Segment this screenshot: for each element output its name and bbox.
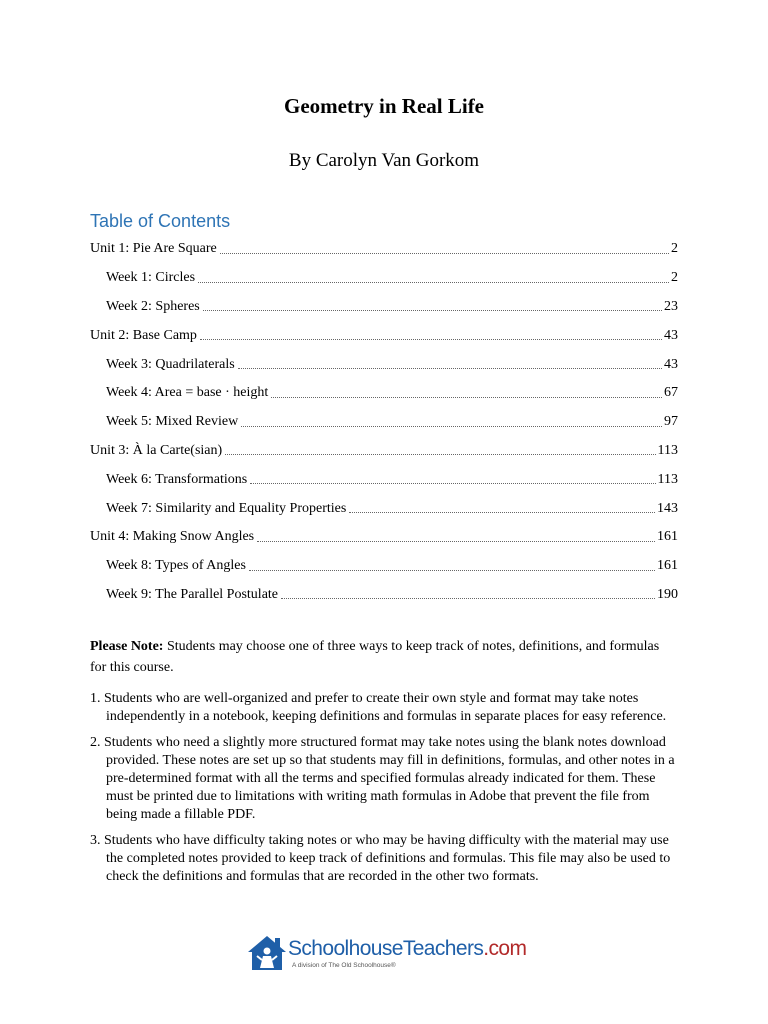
toc-entry-label: Week 5: Mixed Review	[106, 414, 239, 430]
toc-entry-page: 113	[657, 442, 678, 458]
toc-entry-page: 113	[657, 471, 678, 487]
toc-leader-dots	[220, 239, 669, 254]
toc-leader-dots	[203, 296, 662, 311]
toc-leader-dots	[250, 469, 655, 484]
toc-entry-label: Unit 3: À la Carte(sian)	[90, 442, 223, 458]
toc-heading: Table of Contents	[90, 211, 231, 231]
toc-entry[interactable]	[90, 552, 678, 581]
toc-entry-page: 161	[657, 529, 678, 545]
toc-entry[interactable]	[90, 293, 678, 322]
toc-entry-label: Week 2: Spheres	[106, 298, 200, 314]
toc-entry[interactable]	[90, 465, 678, 494]
toc-entry[interactable]	[90, 523, 678, 552]
toc-entry-page: 67	[664, 385, 678, 401]
toc-entry[interactable]	[90, 581, 678, 610]
toc-entry[interactable]	[90, 379, 678, 408]
toc-entry-label: Week 7: Similarity and Equality Properties	[106, 500, 347, 516]
notes-options-list	[90, 690, 680, 894]
toc-entry-page: 2	[671, 241, 678, 257]
toc-entry-page: 23	[664, 298, 678, 314]
document-author: By Carolyn Van Gorkom	[288, 150, 480, 171]
toc-leader-dots	[198, 268, 669, 283]
toc-entry-label: Week 8: Types of Angles	[106, 558, 246, 574]
toc-leader-dots	[271, 383, 662, 398]
toc-leader-dots	[241, 412, 662, 427]
list-item: 3. Students who have difficulty taking notes or who may be having difficulty with the material may use the completed notes provided to keep track of definitions and formulas. This file may also be used to check the definitions and formulas that are recorded in the other two formats.	[90, 833, 671, 884]
toc-entry[interactable]	[90, 235, 678, 264]
please-note-label: Please Note:	[90, 639, 164, 654]
toc-leader-dots	[238, 354, 662, 369]
toc-leader-dots	[257, 527, 655, 542]
toc-entry-label: Week 6: Transformations	[106, 471, 248, 487]
toc-entry-label: Unit 4: Making Snow Angles	[90, 529, 255, 545]
toc-entry[interactable]	[90, 437, 678, 466]
please-note-text: Students may choose one of three ways to keep track of notes, definitions, and formulas for this course.	[90, 639, 660, 675]
toc-entry-label: Unit 2: Base Camp	[90, 327, 197, 343]
table-of-contents	[90, 235, 678, 609]
toc-entry-page: 190	[657, 586, 678, 602]
toc-entry[interactable]	[90, 321, 678, 350]
toc-entry-label: Unit 1: Pie Are Square	[90, 241, 217, 257]
toc-entry[interactable]	[90, 264, 678, 293]
logo-tagline: A division of The Old Schoolhouse®	[292, 962, 396, 969]
toc-leader-dots	[225, 440, 655, 455]
list-item: 1. Students who are well-organized and prefer to create their own style and format may take notes independently in a notebook, keeping definitions and formulas in separate places for easy reference.	[90, 691, 667, 724]
logo-wordmark: SchoolhouseTeachers.com	[288, 937, 527, 960]
schoolhouse-icon	[246, 934, 288, 974]
toc-leader-dots	[281, 584, 655, 599]
toc-entry-label: Week 3: Quadrilaterals	[106, 356, 235, 372]
list-item: 2. Students who need a slightly more structured format may take notes using the blank notes download provided. These notes are set up so that students may fill in definitions, formulas, and other notes in a pre-determined format with all the terms and specified formulas already indicated for them. These must be printed due to limitations with writing math formulas in Adobe that prevent the file from being made a fillable PDF.	[90, 735, 675, 822]
toc-entry-label: Week 1: Circles	[106, 270, 196, 286]
toc-entry-page: 2	[671, 270, 678, 286]
toc-entry-page: 143	[657, 500, 678, 516]
schoolhouseteachers-logo	[246, 934, 536, 974]
toc-entry-label: Week 4: Area = base · height	[106, 385, 269, 401]
toc-entry[interactable]	[90, 350, 678, 379]
document-title: Geometry in Real Life	[283, 94, 485, 118]
toc-entry[interactable]	[90, 494, 678, 523]
toc-entry-page: 43	[664, 356, 678, 372]
toc-leader-dots	[249, 556, 655, 571]
toc-entry-label: Week 9: The Parallel Postulate	[106, 586, 279, 602]
toc-entry[interactable]	[90, 408, 678, 437]
toc-entry-page: 97	[664, 414, 678, 430]
please-note-paragraph	[90, 636, 670, 678]
toc-entry-page: 43	[664, 327, 678, 343]
toc-leader-dots	[200, 325, 662, 340]
toc-leader-dots	[349, 498, 655, 513]
toc-entry-page: 161	[657, 558, 678, 574]
